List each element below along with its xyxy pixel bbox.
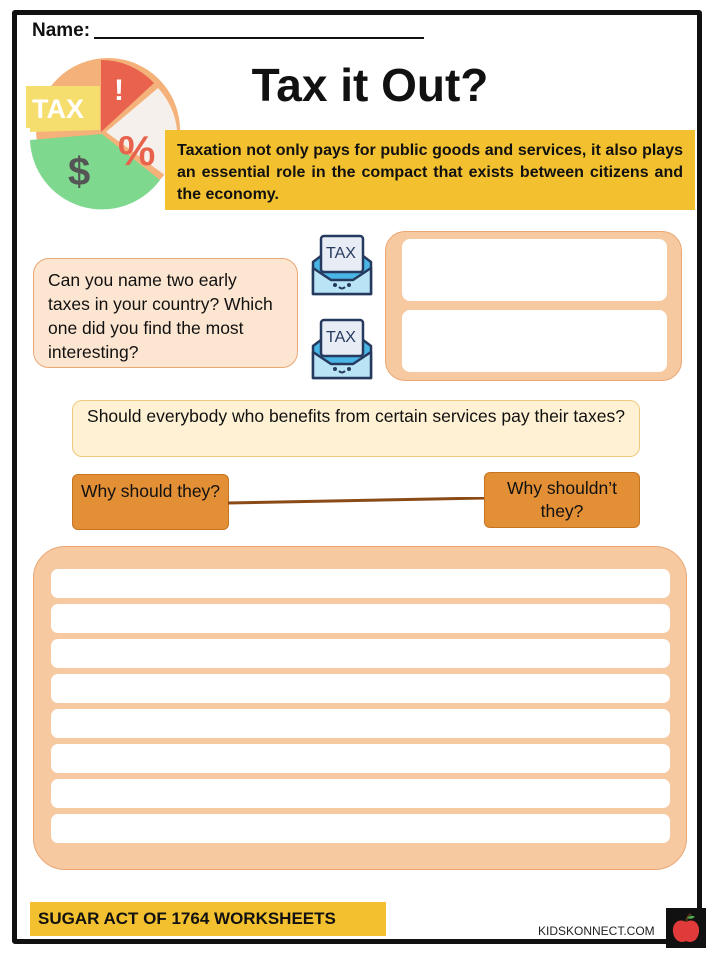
tax-envelope-icon xyxy=(309,232,375,298)
apple-logo-icon xyxy=(666,908,706,948)
tax-envelope-label: TAX xyxy=(326,329,356,346)
discussion-answer-box xyxy=(33,546,687,870)
writing-line[interactable] xyxy=(51,709,670,738)
name-input-line[interactable] xyxy=(94,37,424,39)
writing-line[interactable] xyxy=(51,569,670,598)
answer-field[interactable] xyxy=(402,239,667,301)
connector-line xyxy=(228,497,485,505)
why-shouldnt-label: Why shouldn’t they? xyxy=(484,472,640,528)
writing-line[interactable] xyxy=(51,744,670,773)
dollar-sign: $ xyxy=(68,150,91,194)
answer-field[interactable] xyxy=(402,310,667,372)
tax-badge-text: TAX xyxy=(32,94,84,124)
tax-envelope-label: TAX xyxy=(326,245,356,262)
name-label: Name: xyxy=(32,20,91,41)
writing-line[interactable] xyxy=(51,779,670,808)
why-should-label: Why should they? xyxy=(72,474,229,530)
intro-box: Taxation not only pays for public goods and services, it also plays an essential role in the compact that exists between citizens and the economy. xyxy=(165,130,695,210)
brand-url[interactable]: KIDSKONNECT.COM xyxy=(538,924,655,938)
writing-line[interactable] xyxy=(51,814,670,843)
question-early-taxes: Can you name two early taxes in your country? Which one did you find the most interesting? xyxy=(33,258,298,368)
percent-sign: % xyxy=(118,127,156,174)
exclaim-mark: ! xyxy=(114,74,124,107)
page-title: Tax it Out? xyxy=(251,59,489,111)
writing-line[interactable] xyxy=(51,604,670,633)
writing-line[interactable] xyxy=(51,674,670,703)
question-should-pay: Should everybody who benefits from certain services pay their taxes? xyxy=(72,400,640,457)
early-taxes-answer-box xyxy=(385,231,682,381)
writing-line[interactable] xyxy=(51,639,670,668)
worksheet-series-tag: SUGAR ACT OF 1764 WORKSHEETS xyxy=(30,902,386,936)
tax-envelope-icon xyxy=(309,316,375,382)
